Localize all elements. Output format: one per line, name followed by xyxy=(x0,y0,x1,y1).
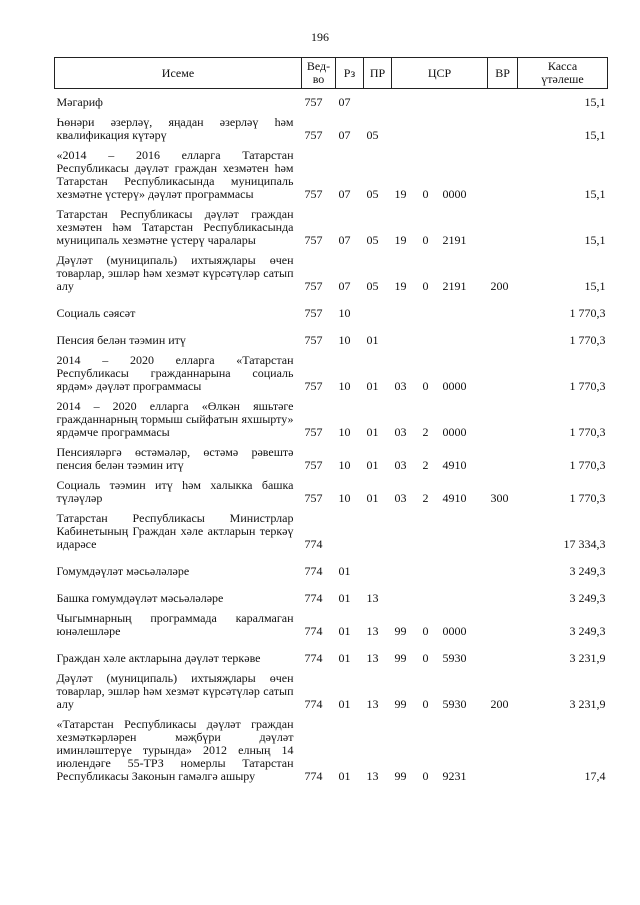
row-csr-subprogram: 2 xyxy=(422,424,429,439)
row-csr-program: 03 xyxy=(394,378,407,393)
row-vedomstvo: 757 xyxy=(304,305,323,320)
row-amount: 3 249,3 xyxy=(569,563,606,578)
row-vr xyxy=(488,400,518,439)
row-csr-subprogram xyxy=(420,327,440,347)
header-pr: ПР xyxy=(364,58,392,89)
row-csr-subprogram: 0 xyxy=(422,378,429,393)
row-amount: 1 770,3 xyxy=(569,378,606,393)
row-name: Гомумдәүләт мәсьәләләре xyxy=(56,563,190,578)
row-csr-code: 9231 xyxy=(442,768,467,783)
row-amount: 15,1 xyxy=(584,94,606,109)
row-csr-subprogram: 2 xyxy=(422,457,429,472)
row-csr-program: 99 xyxy=(394,623,407,638)
row-vr xyxy=(488,612,518,638)
row-rz: 07 xyxy=(338,186,351,201)
row-csr-code xyxy=(440,116,488,142)
row-pr: 01 xyxy=(366,490,379,505)
row-vr xyxy=(488,327,518,347)
row-vr: 300 xyxy=(490,490,509,505)
row-name: Һөнәри әзерләү, яңадан әзерләү һәм квалификация күтәрү xyxy=(56,114,294,142)
row-csr-code: 5930 xyxy=(442,650,467,665)
row-name: Социаль сәясәт xyxy=(56,305,136,320)
row-vedomstvo: 774 xyxy=(304,650,323,665)
row-spacer xyxy=(55,638,608,645)
header-csr: ЦСР xyxy=(392,58,488,89)
table-row xyxy=(55,354,608,393)
row-vr xyxy=(488,645,518,665)
row-name: Татарстан Республикасы дәүләт граждан хезмәтен һәм Татарстан Республикасында муниципаль хезмәтне үстерү чаралары xyxy=(56,206,294,247)
table-header xyxy=(55,58,608,89)
row-rz: 01 xyxy=(338,590,351,605)
row-amount: 15,1 xyxy=(584,232,606,247)
row-amount: 1 770,3 xyxy=(569,457,606,472)
row-vedomstvo: 757 xyxy=(304,278,323,293)
row-csr-code: 0000 xyxy=(442,623,467,638)
row-vr xyxy=(488,116,518,142)
row-vr xyxy=(488,718,518,783)
row-csr-code: 0000 xyxy=(442,424,467,439)
row-amount: 17,4 xyxy=(584,768,606,783)
row-pr xyxy=(364,89,392,109)
table-row xyxy=(55,254,608,293)
row-name: 2014 – 2020 елларга «Өлкән яшьтәге гражданнарның тормыш сыйфатын яхшырту» ярдәмче программасы xyxy=(56,398,294,439)
row-csr-subprogram xyxy=(420,89,440,109)
row-vr: 200 xyxy=(490,696,509,711)
row-amount: 15,1 xyxy=(584,127,606,142)
row-vedomstvo: 757 xyxy=(304,232,323,247)
row-amount: 1 770,3 xyxy=(569,490,606,505)
row-amount: 3 231,9 xyxy=(569,650,606,665)
row-pr: 13 xyxy=(366,590,379,605)
row-csr-subprogram: 0 xyxy=(422,650,429,665)
row-rz: 07 xyxy=(338,127,351,142)
row-csr-program: 19 xyxy=(394,186,407,201)
row-pr xyxy=(364,300,392,320)
budget-table xyxy=(54,57,608,783)
row-csr-subprogram: 0 xyxy=(422,278,429,293)
row-csr-code: 2191 xyxy=(442,278,467,293)
table-row xyxy=(55,89,608,109)
row-rz: 10 xyxy=(338,490,351,505)
row-csr-code: 2191 xyxy=(442,232,467,247)
row-name: Татарстан Республикасы Министрлар Кабинетының Граждан хәле актларын теркәү идарәсе xyxy=(56,510,294,551)
row-amount: 3 231,9 xyxy=(569,696,606,711)
row-amount: 3 249,3 xyxy=(569,623,606,638)
row-pr: 05 xyxy=(366,232,379,247)
header-name: Исеме xyxy=(55,58,302,89)
row-pr: 13 xyxy=(366,650,379,665)
row-rz: 01 xyxy=(338,768,351,783)
row-amount: 1 770,3 xyxy=(569,332,606,347)
row-amount: 15,1 xyxy=(584,186,606,201)
row-pr: 01 xyxy=(366,332,379,347)
row-pr: 13 xyxy=(366,696,379,711)
row-rz: 01 xyxy=(338,563,351,578)
row-vr xyxy=(488,512,518,551)
row-rz: 10 xyxy=(338,378,351,393)
row-vr xyxy=(488,89,518,109)
row-rz: 07 xyxy=(338,278,351,293)
row-vedomstvo: 757 xyxy=(304,424,323,439)
header-vr: ВР xyxy=(488,58,518,89)
table-row xyxy=(55,585,608,605)
row-rz: 10 xyxy=(338,424,351,439)
table-row xyxy=(55,149,608,201)
table-row xyxy=(55,116,608,142)
row-csr-subprogram xyxy=(420,300,440,320)
row-csr-program: 03 xyxy=(394,490,407,505)
row-csr-subprogram: 0 xyxy=(422,232,429,247)
row-vedomstvo: 757 xyxy=(304,94,323,109)
row-csr-code: 0000 xyxy=(442,186,467,201)
row-amount: 15,1 xyxy=(584,278,606,293)
row-csr-subprogram: 0 xyxy=(422,186,429,201)
row-csr-code xyxy=(440,585,488,605)
row-vedomstvo: 774 xyxy=(304,768,323,783)
row-spacer xyxy=(55,551,608,558)
table-row xyxy=(55,612,608,638)
row-vedomstvo: 757 xyxy=(304,490,323,505)
row-csr-subprogram: 0 xyxy=(422,696,429,711)
row-name: Пенсия белән тәэмин итү xyxy=(56,332,186,347)
table-row xyxy=(55,327,608,347)
table-body xyxy=(55,89,608,783)
table-row xyxy=(55,479,608,505)
row-vr xyxy=(488,446,518,472)
row-pr: 01 xyxy=(366,378,379,393)
row-vedomstvo: 774 xyxy=(304,563,323,578)
row-spacer xyxy=(55,578,608,585)
row-vr xyxy=(488,354,518,393)
row-csr-code: 4910 xyxy=(442,490,467,505)
row-vedomstvo: 774 xyxy=(304,590,323,605)
table-row xyxy=(55,208,608,247)
row-vedomstvo: 774 xyxy=(304,536,323,551)
row-csr-program xyxy=(392,512,420,551)
row-vr xyxy=(488,585,518,605)
page-number: 196 xyxy=(311,30,329,44)
row-pr xyxy=(364,512,392,551)
row-csr-subprogram xyxy=(420,512,440,551)
row-name: Мәгариф xyxy=(56,94,103,109)
row-csr-program: 99 xyxy=(394,768,407,783)
row-name: «Татарстан Республикасы дәүләт граждан хезмәткәрләрен мәҗбүри дәүләт иминләштерүе турында» 2012 елның 14 июлендәге 55-ТРЗ номерлы Татарстан Республикасы Законын гамәлгә ашыру xyxy=(56,716,294,783)
row-csr-program xyxy=(392,89,420,109)
table-row xyxy=(55,645,608,665)
row-vedomstvo: 757 xyxy=(304,378,323,393)
row-csr-subprogram: 2 xyxy=(422,490,429,505)
row-name: Граждан хәле актларына дәүләт теркәве xyxy=(56,650,261,665)
row-csr-code xyxy=(440,300,488,320)
row-spacer-cell xyxy=(55,293,608,300)
table-row xyxy=(55,558,608,578)
row-pr: 13 xyxy=(366,768,379,783)
row-csr-code: 4910 xyxy=(442,457,467,472)
row-csr-program: 03 xyxy=(394,457,407,472)
row-csr-code xyxy=(440,89,488,109)
row-vedomstvo: 757 xyxy=(304,127,323,142)
row-rz xyxy=(336,512,364,551)
row-pr: 01 xyxy=(366,424,379,439)
row-vr xyxy=(488,558,518,578)
row-rz: 07 xyxy=(338,232,351,247)
row-amount: 3 249,3 xyxy=(569,590,606,605)
row-rz: 01 xyxy=(338,696,351,711)
row-csr-subprogram: 0 xyxy=(422,623,429,638)
row-csr-program xyxy=(392,300,420,320)
header-rz: Рз xyxy=(336,58,364,89)
row-csr-program: 03 xyxy=(394,424,407,439)
row-vr xyxy=(488,300,518,320)
row-spacer-cell xyxy=(55,551,608,558)
row-rz: 10 xyxy=(338,305,351,320)
table-row xyxy=(55,718,608,783)
row-name: Дәүләт (муниципаль) ихтыяҗлары өчен товарлар, эшләр һәм хезмәт күрсәтүләр сатып алу xyxy=(56,252,294,293)
header-kassa: Касса үтәлеше xyxy=(518,58,608,89)
row-name: Башка гомумдәүләт мәсьәләләре xyxy=(56,590,224,605)
row-csr-subprogram xyxy=(420,116,440,142)
row-name: Чыгымнарның программада каралмаган юнәлешләре xyxy=(56,610,294,638)
row-spacer xyxy=(55,293,608,300)
row-csr-program: 19 xyxy=(394,278,407,293)
row-name: «2014 – 2016 елларга Татарстан Республикасы дәүләт граждан хезмәтен һәм Татарстан Республикасында муниципаль хезмәтне үстерү» дәүләт программасы xyxy=(56,147,294,201)
row-name: Социаль тәэмин итү һәм халыкка башка түләүләр xyxy=(56,477,294,505)
row-csr-subprogram xyxy=(420,558,440,578)
row-csr-program xyxy=(392,558,420,578)
row-amount: 1 770,3 xyxy=(569,305,606,320)
row-vedomstvo: 757 xyxy=(304,186,323,201)
table-row xyxy=(55,300,608,320)
row-csr-subprogram: 0 xyxy=(422,768,429,783)
row-csr-code: 0000 xyxy=(442,378,467,393)
row-vr: 200 xyxy=(490,278,509,293)
table-row xyxy=(55,672,608,711)
row-vedomstvo: 757 xyxy=(304,332,323,347)
row-rz: 01 xyxy=(338,650,351,665)
row-vedomstvo: 774 xyxy=(304,696,323,711)
table-row xyxy=(55,446,608,472)
row-pr xyxy=(364,558,392,578)
row-csr-program xyxy=(392,585,420,605)
row-spacer-cell xyxy=(55,320,608,327)
table-row xyxy=(55,512,608,551)
row-csr-program xyxy=(392,116,420,142)
row-name: Дәүләт (муниципаль) ихтыяҗлары өчен товарлар, эшләр һәм хезмәт күрсәтүләр сатып алу xyxy=(56,670,294,711)
row-pr: 13 xyxy=(366,623,379,638)
row-csr-code: 5930 xyxy=(442,696,467,711)
row-csr-program: 99 xyxy=(394,650,407,665)
row-rz: 10 xyxy=(338,457,351,472)
row-pr: 05 xyxy=(366,278,379,293)
row-vedomstvo: 757 xyxy=(304,457,323,472)
row-rz: 07 xyxy=(338,94,351,109)
row-spacer-cell xyxy=(55,578,608,585)
row-vedomstvo: 774 xyxy=(304,623,323,638)
row-name: Пенсияләргә өстәмәләр, өстәмә рәвештә пенсия белән тәэмин итү xyxy=(56,444,294,472)
header-vedomstvo: Вед- во xyxy=(302,58,336,89)
row-pr: 05 xyxy=(366,186,379,201)
row-pr: 01 xyxy=(366,457,379,472)
row-pr: 05 xyxy=(366,127,379,142)
row-spacer xyxy=(55,320,608,327)
row-csr-code xyxy=(440,327,488,347)
row-csr-code xyxy=(440,512,488,551)
row-amount: 1 770,3 xyxy=(569,424,606,439)
row-spacer-cell xyxy=(55,638,608,645)
row-csr-subprogram xyxy=(420,585,440,605)
row-vr xyxy=(488,208,518,247)
row-csr-code xyxy=(440,558,488,578)
row-rz: 10 xyxy=(338,332,351,347)
row-csr-program xyxy=(392,327,420,347)
row-csr-program: 99 xyxy=(394,696,407,711)
row-rz: 01 xyxy=(338,623,351,638)
table-row xyxy=(55,400,608,439)
row-csr-program: 19 xyxy=(394,232,407,247)
row-amount: 17 334,3 xyxy=(563,536,606,551)
row-name: 2014 – 2020 елларга «Татарстан Республикасы гражданнарына социаль ярдәм» дәүләт программасы xyxy=(56,352,294,393)
row-vr xyxy=(488,149,518,201)
